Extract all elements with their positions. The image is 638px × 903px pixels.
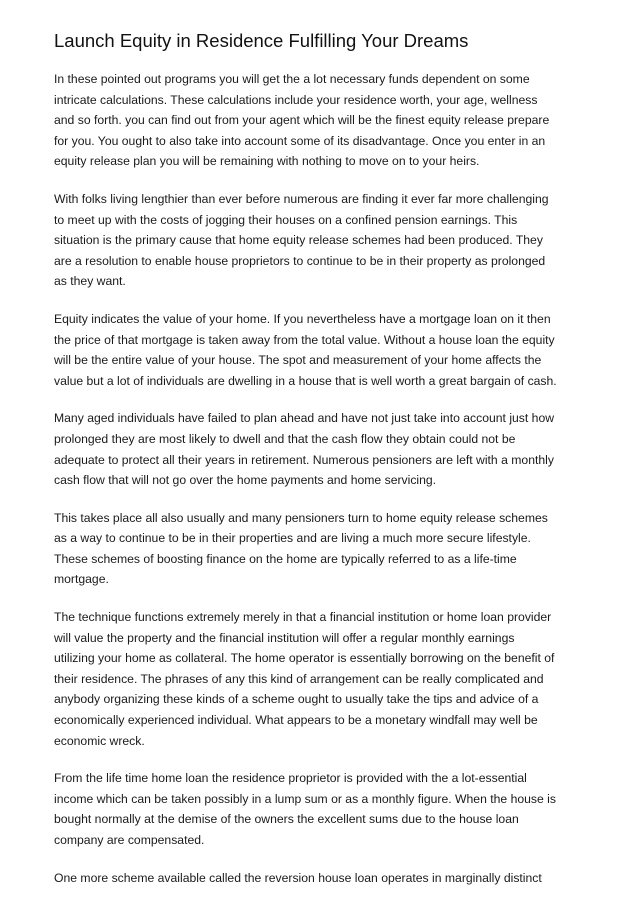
document-body bbox=[54, 69, 589, 903]
text-line: mortgage. bbox=[54, 572, 109, 587]
text-line: Equity indicates the value of your home. If you nevertheless have a mortgage loan on it then bbox=[54, 311, 551, 326]
paragraph-4 bbox=[54, 408, 589, 490]
text-line: adequate to protect all their years in retirement. Numerous pensioners are left with a monthly bbox=[54, 452, 554, 467]
text-line: will be the entire value of your house. The spot and measurement of your home affects the bbox=[54, 353, 542, 368]
paragraph-1 bbox=[54, 69, 589, 172]
text-line: prolonged they are most likely to dwell and that the cash flow they obtain could not be bbox=[54, 431, 516, 446]
text-line: and so forth. you can find out from your agent which will be the finest equity release prepare bbox=[54, 113, 550, 128]
paragraph-3 bbox=[54, 309, 589, 391]
text-line: economically experienced individual. What appears to be a monetary windfall may well be bbox=[54, 713, 538, 728]
text-line: their residence. The phrases of any this kind of arrangement can be really complicated and bbox=[54, 671, 544, 686]
text-line: utilizing your home as collateral. The home operator is essentially borrowing on the benefit of bbox=[54, 651, 555, 666]
text-line: In these pointed out programs you will get the a lot necessary funds dependent on some bbox=[54, 72, 530, 86]
text-line: cash flow that will not go over the home payments and home servicing. bbox=[54, 473, 437, 488]
text-line: These schemes of boosting finance on the home are typically referred to as a life-time bbox=[54, 551, 517, 566]
text-line: will value the property and the financial institution will offer a regular monthly earnings bbox=[54, 630, 515, 645]
text-line: economic wreck. bbox=[54, 733, 145, 748]
text-line: the price of that mortgage is taken away from the total value. Without a house loan the equity bbox=[54, 332, 555, 347]
text-line: equity release plan you will be remaining with nothing to move on to your heirs. bbox=[54, 154, 480, 169]
text-line: The technique functions extremely merely in that a financial institution or home loan provider bbox=[54, 610, 552, 625]
paragraph-7 bbox=[54, 768, 589, 850]
text-line: anybody organizing these kinds of a scheme ought to usually take the tips and advice of a bbox=[54, 692, 539, 707]
text-line: value but a lot of individuals are dwelling in a house that is well worth a great bargain of cash. bbox=[54, 373, 557, 388]
paragraph-5 bbox=[54, 508, 589, 590]
text-line: This takes place all also usually and many pensioners turn to home equity release schemes bbox=[54, 510, 548, 525]
text-line: company are compensated. bbox=[54, 833, 205, 847]
text-line: From the life time home loan the residence proprietor is provided with the a lot-essential bbox=[54, 771, 527, 786]
text-line: One more scheme available called the reversion house loan operates in marginally distinct bbox=[54, 870, 542, 885]
text-line: as they want. bbox=[54, 274, 126, 289]
text-line: intricate calculations. These calculations include your residence worth, your age, wellness bbox=[54, 92, 538, 107]
paragraph-8 bbox=[54, 868, 589, 889]
text-line: With folks living lengthier than ever before numerous are finding it ever far more challenging bbox=[54, 191, 549, 206]
text-line: for you. You ought to also take into account some of its disadvantage. Once you enter in an bbox=[54, 133, 546, 148]
text-line: to meet up with the costs of jogging their houses on a confined pension earnings. This bbox=[54, 212, 518, 227]
text-line: income which can be taken possibly in a lump sum or as a monthly figure. When the house is bbox=[54, 791, 556, 806]
text-line: Many aged individuals have failed to plan ahead and have not just take into account just how bbox=[54, 411, 555, 426]
text-line: situation is the primary cause that home equity release schemes had been produced. They bbox=[54, 233, 543, 248]
text-line: are a resolution to enable house proprietors to continue to be in their property as prolonged bbox=[54, 253, 546, 268]
paragraph-6 bbox=[54, 607, 589, 751]
paragraph-2 bbox=[54, 189, 589, 292]
document-title: Launch Equity in Residence Fulfilling Your Dreams bbox=[54, 30, 469, 51]
text-line: bought normally at the demise of the owners the excellent sums due to the house loan bbox=[54, 812, 519, 827]
text-line: as a way to continue to be in their properties and are living a much more secure lifestyle. bbox=[54, 531, 531, 546]
